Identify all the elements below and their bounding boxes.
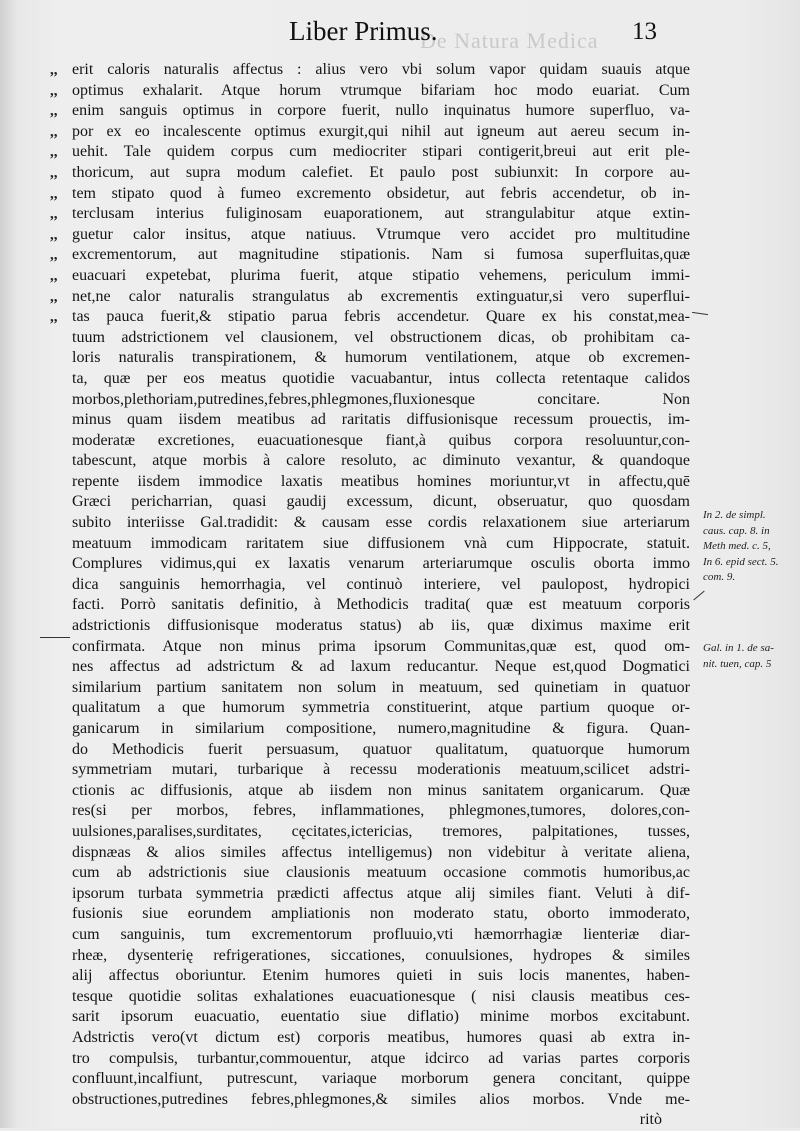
line-text: similarium partium sanitatem non solum in meatuum, sed quinetiam in quatuor bbox=[72, 678, 690, 696]
quotation-mark: ,, bbox=[50, 123, 58, 140]
line-text: do Methodicis fuerit persuasum, quatuor qualitatum, quatuorque humorum bbox=[72, 740, 690, 758]
text-line bbox=[50, 966, 690, 987]
line-text: uehit. Tale quidem corpus cum mediocriter stipari contigerit,breui aut erit ple- bbox=[72, 143, 690, 161]
line-text: euacuari expetebat, plurima fuerit, atque stipatio vehemens, periculum immi- bbox=[72, 266, 690, 284]
text-line bbox=[50, 410, 690, 431]
text-line bbox=[50, 184, 690, 205]
line-text: dica sanguinis hemorrhagia, vel continuò interiere, vel paulopost, hydropici bbox=[72, 575, 690, 593]
line-text: excrementorum, aut magnitudine stipationis. Nam si fumosa superfluitas,quæ bbox=[72, 246, 690, 264]
text-line bbox=[50, 142, 690, 163]
text-line bbox=[50, 81, 690, 102]
text-line bbox=[50, 225, 690, 246]
line-text: tesque quotidie solitas exhalationes euacuationesque ( nisi clausis meatibus ces- bbox=[72, 987, 690, 1005]
text-line bbox=[50, 904, 690, 925]
text-line bbox=[50, 1049, 690, 1070]
marginal-note-citations bbox=[703, 508, 798, 586]
pen-mark bbox=[693, 591, 704, 601]
pen-mark bbox=[692, 312, 708, 315]
line-text: tuum adstrictionem vel clausionem, vel obstructionem dicas, ob prohibitam ca- bbox=[72, 328, 690, 346]
line-text: minus quam iisdem meatibus ad raritatis diffusionisque recessum prouectis, im- bbox=[72, 411, 690, 429]
text-line bbox=[50, 946, 690, 967]
line-text: tabescunt, atque morbis à calore resoluto, ac diminuto vexantur, & quandoque bbox=[72, 452, 690, 470]
text-line bbox=[50, 616, 690, 637]
marginal-note-line: com. 9. bbox=[703, 571, 736, 583]
text-line bbox=[50, 822, 690, 843]
marginal-note-line: Meth med. c. 5, bbox=[703, 540, 771, 552]
quotation-mark: ,, bbox=[50, 288, 58, 305]
line-text: Complures vidimus,qui ex laxatis venarum arteriarumque osculis oborta immo bbox=[72, 555, 690, 573]
line-text: subito interiisse Gal.tradidit: & causam esse cordis relaxationem siue arteriarum bbox=[72, 514, 690, 532]
line-text: repente iisdem immodice laxatis meatibus homines moriuntur,vt in affectu,quē bbox=[72, 472, 690, 490]
line-text: erit caloris naturalis affectus : alius vero vbi solum vapor quidam suauis atque bbox=[72, 61, 690, 78]
text-line bbox=[50, 513, 690, 534]
line-text: thoricum, aut supra modum calefiet. Et paulo post subiunxit: In corpore au- bbox=[72, 163, 690, 181]
text-line bbox=[50, 287, 690, 308]
text-line bbox=[50, 781, 690, 802]
line-text: facti. Porrò sanitatis definitio, à Methodicis tradita( quæ est meatuum corporis bbox=[72, 596, 690, 614]
line-text: net,ne calor naturalis strangulatus ab excrementis extinguatur,si vero superflui- bbox=[72, 287, 690, 305]
text-line bbox=[50, 760, 690, 781]
text-line bbox=[50, 307, 690, 328]
line-text: qualitatum a que humorum symmetria constituerint, atque partium quoque or- bbox=[72, 699, 690, 717]
line-text: meatuum immodicam raritatem siue diffusionem vnà cum Hippocrate, statuit. bbox=[72, 534, 690, 552]
text-line bbox=[50, 1090, 690, 1111]
line-text: guetur calor insitus, atque natiuus. Vtrumque vero accidet pro multitudine bbox=[72, 225, 690, 243]
marginal-note-line: nit. tuen, cap. 5 bbox=[703, 657, 772, 670]
text-line bbox=[50, 122, 690, 143]
text-line bbox=[50, 1069, 690, 1090]
line-text: nes affectus ad adstrictum & ad laxum reducantur. Neque est,quod Dogmatici bbox=[72, 658, 690, 676]
text-line bbox=[50, 451, 690, 472]
line-text: rheæ, dysenterię refrigerationes, siccationes, conuulsiones, hydropes & similes bbox=[72, 946, 690, 964]
text-line bbox=[50, 843, 690, 864]
line-text: tem stipato quod à fumeo excremento obsidetur, aut febris accendetur, ob in- bbox=[72, 184, 690, 202]
text-line bbox=[50, 678, 690, 699]
text-line bbox=[50, 884, 690, 905]
pen-mark bbox=[40, 637, 70, 638]
text-line bbox=[50, 575, 690, 596]
line-text: terclusam interius fuliginosam euaporationem, aut strangulabitur atque extin- bbox=[72, 205, 690, 223]
text-line bbox=[50, 163, 690, 184]
quotation-mark: ,, bbox=[50, 226, 58, 243]
text-line bbox=[50, 348, 690, 369]
line-text: morbos,plethoriam,putredines,febres,phlegmones,fluxionesque concitare. Non bbox=[72, 390, 690, 408]
quotation-mark: ,, bbox=[50, 103, 58, 120]
line-text: ganicarum in similarium compositione, numero,magnitudine & figura. Quan- bbox=[72, 720, 690, 737]
body-text bbox=[50, 60, 690, 1131]
text-line bbox=[50, 369, 690, 390]
page-number: 13 bbox=[632, 18, 657, 45]
line-text: enim sanguis optimus in corpore fuerit, nullo inquinatus humore superfluo, va- bbox=[72, 102, 690, 120]
line-text: obstructiones,putredines febres,phlegmones,& similes alios morbos. Vnde me- bbox=[72, 1090, 690, 1108]
line-text: Græci pericharrian, quasi gaudij excessum, dicunt, obseruatur, quo quosdam bbox=[72, 493, 690, 511]
line-text: ta, quæ per eos meatus quotidie vacuabantur, intus collecta retentaque calidos bbox=[72, 369, 690, 387]
text-line bbox=[50, 1028, 690, 1049]
text-line bbox=[50, 987, 690, 1008]
line-text: adstrictionis diffusionisque moderatus status) ab iis, quæ diximus maxime erit bbox=[72, 617, 690, 635]
running-head bbox=[0, 16, 800, 50]
marginal-note-line: In 6. epid sect. 5. bbox=[703, 555, 779, 568]
text-line bbox=[50, 328, 690, 349]
text-line bbox=[50, 863, 690, 884]
show-through-text: De Natura Medica bbox=[420, 28, 599, 53]
text-line bbox=[50, 472, 690, 493]
text-line bbox=[50, 431, 690, 452]
text-line bbox=[50, 740, 690, 761]
text-line bbox=[50, 925, 690, 946]
line-text: ritò bbox=[639, 1111, 662, 1129]
line-text: fusionis siue eorundem ampliationis non moderato statu, oborto immoderato, bbox=[72, 905, 690, 923]
marginal-note-line: caus. cap. 8. in bbox=[703, 524, 770, 537]
text-line bbox=[50, 534, 690, 555]
line-text: confluunt,incalfiunt, putrescunt, variaque morborum genera concitant, quippe bbox=[72, 1070, 690, 1088]
text-line bbox=[50, 657, 690, 678]
line-text: ipsorum turbata symmetria prædicti affectus atque alij similes fiant. Veluti à dif- bbox=[72, 884, 690, 902]
line-text: cum sanguinis, tum excrementorum profluuio,vti hæmorrhagiæ lienteriæ diar- bbox=[72, 925, 690, 943]
text-line bbox=[50, 204, 690, 225]
text-line bbox=[50, 719, 690, 740]
line-text: uulsiones,paralises,surditates, cęcitates,ictericias, tremores, palpitationes, tusses, bbox=[72, 822, 690, 840]
quotation-mark: ,, bbox=[50, 267, 58, 284]
text-line bbox=[50, 554, 690, 575]
text-line bbox=[50, 245, 690, 266]
text-line bbox=[50, 698, 690, 719]
line-text: symmetriam mutari, turbarique à recessu moderationis meatuum,scilicet adstri- bbox=[72, 761, 690, 779]
line-text: res(si per morbos, febres, inflammationes, phlegmones,tumores, dolores,con- bbox=[72, 802, 690, 820]
quotation-mark: ,, bbox=[50, 62, 58, 78]
line-text: Adstrictis vero(vt dictum est) corporis meatibus, humores quasi ab extra in- bbox=[72, 1028, 690, 1046]
line-text: por ex eo incalescente optimus exurgit,qui nihil aut igneum aut aereu secum in- bbox=[72, 122, 690, 140]
line-text: cum ab adstrictionis siue clausionis meatuum occasione commotis humoribus,ac bbox=[72, 864, 690, 882]
line-text: optimus exhalarit. Atque horum vtrumque bifariam hoc modo euariat. Cum bbox=[72, 81, 690, 99]
running-title: Liber Primus. bbox=[289, 16, 438, 46]
quotation-mark: ,, bbox=[50, 206, 58, 223]
line-text: moderatæ excretiones, euacuationesque fiant,à quibus corpora resoluuntur,con- bbox=[72, 431, 690, 449]
marginal-note-line: In 2. de simpl. bbox=[703, 509, 766, 521]
quotation-mark: ,, bbox=[50, 309, 58, 326]
line-text: alij affectus oboriuntur. Etenim humores quieti in suis locis manentes, haben- bbox=[72, 967, 690, 985]
text-line bbox=[50, 390, 690, 411]
text-line bbox=[50, 101, 690, 122]
line-text: loris naturalis transpirationem, & humorum ventilationem, atque ob excremen- bbox=[72, 349, 690, 367]
line-text: ctionis ac diffusionis, atque ab iisdem non minus sanitatem organicarum. Quæ bbox=[72, 781, 690, 799]
line-text: sarit ipsorum euacuatio, euentatio siue diflatio) minime morbos excitabunt. bbox=[72, 1008, 690, 1026]
line-text: tro compulsis, turbantur,commouentur, atque idcirco ad varias partes corporis bbox=[72, 1049, 690, 1067]
line-text: confirmata. Atque non minus prima ipsorum Communitas,quæ est, quod om- bbox=[72, 637, 690, 655]
quotation-mark: ,, bbox=[50, 247, 58, 264]
text-line bbox=[50, 60, 690, 81]
marginal-note-line: Gal. in 1. de sa- bbox=[703, 642, 774, 654]
line-text: dispnæas & alios similes affectus intelligemus) non videbitur à veritate aliena, bbox=[72, 843, 690, 861]
text-line bbox=[50, 1007, 690, 1028]
quotation-mark: ,, bbox=[50, 144, 58, 161]
quotation-mark: ,, bbox=[50, 185, 58, 202]
text-line bbox=[50, 266, 690, 287]
quotation-mark: ,, bbox=[50, 82, 58, 99]
line-text: tas pauca fuerit,& stipatio parua febris accendetur. Quare ex his constat,mea- bbox=[72, 308, 690, 326]
text-line bbox=[50, 492, 690, 513]
text-line bbox=[50, 637, 690, 658]
text-line bbox=[50, 801, 690, 822]
quotation-mark: ,, bbox=[50, 164, 58, 181]
text-line bbox=[50, 595, 690, 616]
marginal-note-galen bbox=[703, 641, 798, 672]
